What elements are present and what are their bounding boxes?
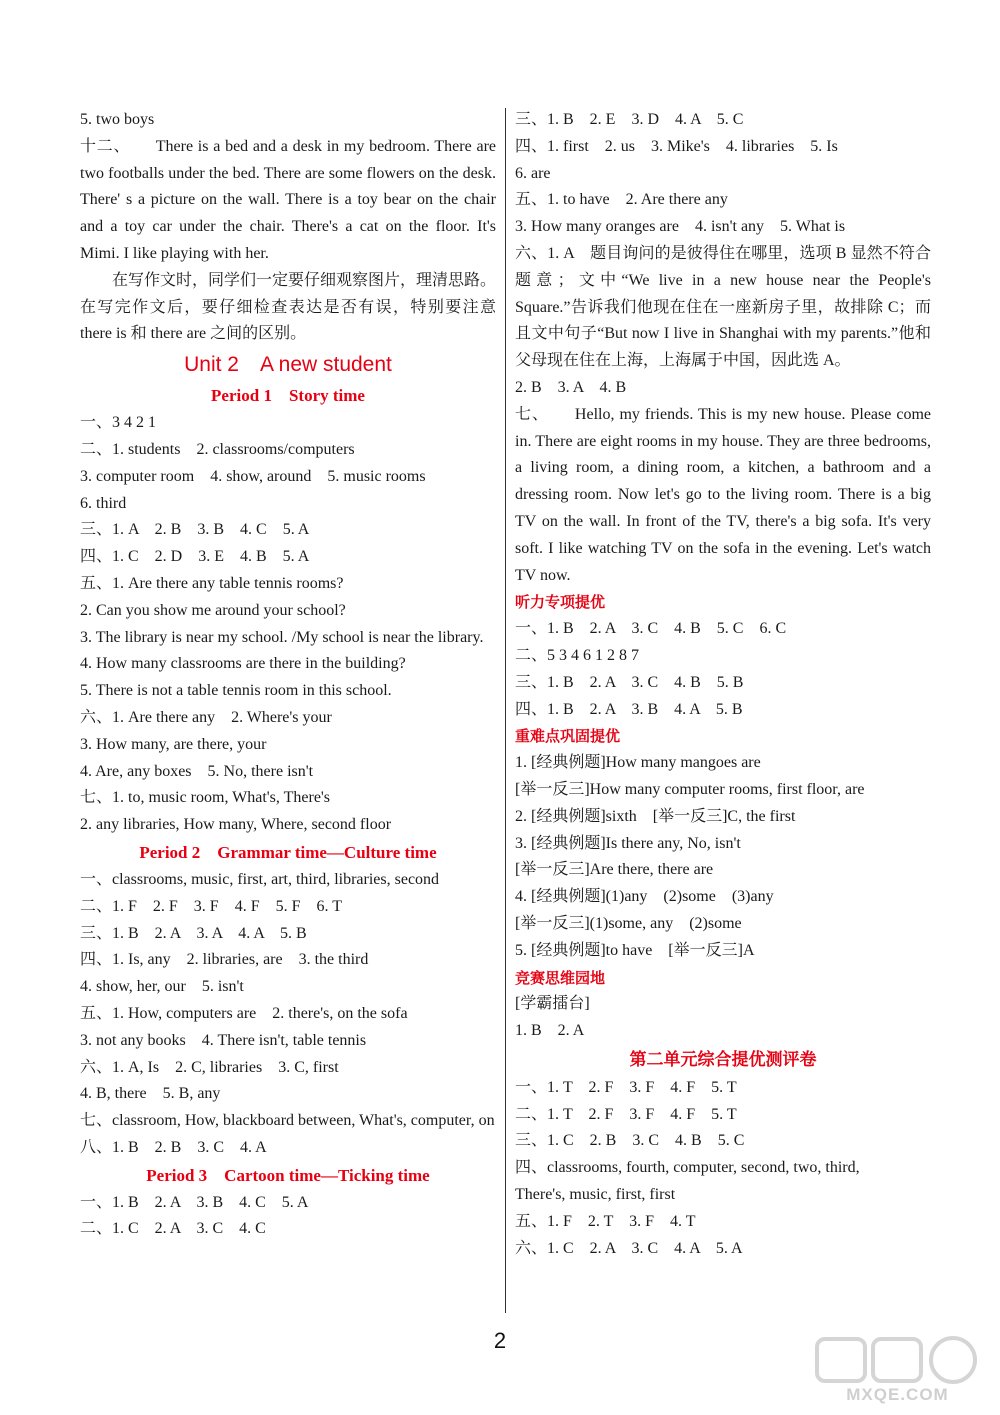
section-heading: 竞赛思维园地 xyxy=(515,968,606,987)
answer-line: 二、1. T 2. F 3. F 4. F 5. T xyxy=(515,1105,737,1123)
answer-line: 5. [经典例题]to have [举一反三]A xyxy=(515,941,755,959)
answer-line: 四、1. B 2. A 3. B 4. A 5. B xyxy=(515,700,743,718)
answer-line: 2. B 3. A 4. B xyxy=(515,378,627,396)
answer-line: 八、1. B 2. B 3. C 4. A xyxy=(80,1138,267,1156)
answer-line: 2. [经典例题]sixth [举一反三]C, the first xyxy=(515,807,796,825)
answer-line: 一、3 4 2 1 xyxy=(80,414,157,432)
left-column xyxy=(80,107,496,1243)
answer-line: 6. third xyxy=(80,494,127,512)
answer-line: 七、1. to, music room, What's, There's xyxy=(80,789,331,807)
answer-line: 四、1. Is, any 2. libraries, are 3. the third xyxy=(80,951,369,969)
answer-line: 3. How many, are there, your xyxy=(80,735,267,753)
answer-line: 1. B 2. A xyxy=(515,1022,585,1040)
answer-line: 二、1. F 2. F 3. F 4. F 5. F 6. T xyxy=(80,897,342,915)
answer-line: 4. show, her, our 5. isn't xyxy=(80,978,244,996)
right-column xyxy=(515,107,931,1262)
answer-line: 3. not any books 4. There isn't, table tennis xyxy=(80,1031,367,1049)
answer-line: 四、1. C 2. D 3. E 4. B 5. A xyxy=(80,548,310,566)
watermark-logo xyxy=(815,1335,980,1405)
answer-paragraph: 3. The library is near my school. /My school is near the library. xyxy=(80,628,484,646)
answer-line: 3. How many oranges are 4. isn't any 5. What is xyxy=(515,218,846,236)
answer-line: 三、1. B 2. E 3. D 4. A 5. C xyxy=(515,111,744,128)
answer-line: 一、1. B 2. A 3. C 4. B 5. C 6. C xyxy=(515,620,787,638)
answer-line: 三、1. A 2. B 3. B 4. C 5. A xyxy=(80,521,310,539)
section-heading: 听力专项提优 xyxy=(515,593,606,612)
answer-line: 5. There is not a table tennis room in this school. xyxy=(80,682,392,700)
watermark-text: MXQE.COM xyxy=(846,1385,949,1404)
section-heading: 重难点巩固提优 xyxy=(515,727,621,746)
answer-line: [举一反三]Are there, there are xyxy=(515,861,714,879)
answer-line: 二、1. C 2. A 3. C 4. C xyxy=(80,1220,266,1238)
answer-line: 3. [经典例题]Is there any, No, isn't xyxy=(515,834,741,852)
answer-line: 六、1. C 2. A 3. C 4. A 5. A xyxy=(515,1239,743,1257)
answer-line: 4. [经典例题](1)any (2)some (3)any xyxy=(515,888,774,906)
answer-line: 三、1. C 2. B 3. C 4. B 5. C xyxy=(515,1132,745,1150)
answer-line: 五、1. How, computers are 2. there's, on the sofa xyxy=(80,1004,408,1022)
answer-line: 六、1. A, Is 2. C, libraries 3. C, first xyxy=(80,1058,339,1076)
answer-line: 6. are xyxy=(515,164,551,182)
answer-paragraph: 七、classroom, How, blackboard between, What's, computer, on xyxy=(80,1112,495,1130)
answer-line: There's, music, first, first xyxy=(515,1186,676,1204)
answer-line: 五、1. Are there any table tennis rooms? xyxy=(80,574,344,592)
page-number: 2 xyxy=(493,1328,507,1353)
answer-line: [学霸擂台] xyxy=(515,995,590,1013)
test-title: 第二单元综合提优测评卷 xyxy=(629,1049,817,1070)
period-heading: Period 1 Story time xyxy=(211,386,365,406)
answer-line: 1. [经典例题]How many mangoes are xyxy=(515,754,761,772)
answer-line: 三、1. B 2. A 3. A 4. A 5. B xyxy=(80,924,307,942)
answer-line: 五、1. to have 2. Are there any xyxy=(515,191,728,209)
period-heading: Period 2 Grammar time—Culture time xyxy=(139,842,437,862)
answer-paragraph: 十二、 There is a bed and a desk in my bedroom. There are two footballs under the bed. There are some flowers on the desk. There' s a picture on the wall. There is a toy bear on the chair and a toy car under the chair. There's a cat on the floor. It's Mimi. I like playing with her. xyxy=(80,137,496,262)
answer-line: 二、5 3 4 6 1 2 8 7 xyxy=(515,646,640,664)
answer-line: 五、1. F 2. T 3. F 4. T xyxy=(515,1212,696,1230)
answer-line: [举一反三](1)some, any (2)some xyxy=(515,914,742,932)
answer-line: 3. computer room 4. show, around 5. music rooms xyxy=(80,467,426,485)
answer-line: 一、1. T 2. F 3. F 4. F 5. T xyxy=(515,1078,737,1096)
answer-line: 5. two boys xyxy=(80,111,155,128)
answer-line: 4. How many classrooms are there in the building? xyxy=(80,655,406,673)
answer-line: 4. Are, any boxes 5. No, there isn't xyxy=(80,762,314,780)
unit-title: Unit 2 A new student xyxy=(184,353,392,377)
answer-line: 一、classrooms, music, first, art, third, libraries, second xyxy=(80,870,440,888)
period-heading: Period 3 Cartoon time—Ticking time xyxy=(146,1165,430,1185)
answer-line: 一、1. B 2. A 3. B 4. C 5. A xyxy=(80,1193,309,1211)
answer-line: 2. Can you show me around your school? xyxy=(80,601,346,619)
watermark-logo-icon xyxy=(815,1335,980,1385)
answer-line: [举一反三]How many computer rooms, first floor, are xyxy=(515,780,865,798)
answer-paragraph: 六、1. A 题目询问的是彼得住在哪里，选项 B 显然不符合题意；文中“We live in a new house near the People's Square.”告诉我们他现在住在一座新房子里，故排除 C；而且文中句子“But now I live in Shanghai with my parents.”他和父母现在住在上海，上海属于中国，因此选 A。 xyxy=(515,244,931,370)
column-divider xyxy=(505,108,506,1313)
answer-paragraph: 在写作文时，同学们一定要仔细观察图片，理清思路。在写完作文后，要仔细检查表达是否有误，特别要注意 there is 和 there are 之间的区别。 xyxy=(80,271,497,343)
answer-line: 四、1. first 2. us 3. Mike's 4. libraries 5. Is xyxy=(515,137,838,155)
answer-line: 2. any libraries, How many, Where, second floor xyxy=(80,816,392,834)
answer-line: 四、classrooms, fourth, computer, second, two, third, xyxy=(515,1159,860,1177)
answer-line: 二、1. students 2. classrooms/computers xyxy=(80,440,355,458)
answer-line: 4. B, there 5. B, any xyxy=(80,1085,221,1103)
answer-paragraph: 七、 Hello, my friends. This is my new house. Please come in. There are eight rooms in my house. They are three bedrooms, a living room, a dining room, a kitchen, a bathroom and a dressing room. Now let's go to the living room. There is a big TV on the wall. In front of the TV, there's a big sofa. It's very soft. I like watching TV on the sofa in the evening. Let's watch TV now. xyxy=(515,405,931,584)
answer-line: 六、1. Are there any 2. Where's your xyxy=(80,708,332,726)
answer-line: 三、1. B 2. A 3. C 4. B 5. B xyxy=(515,673,744,691)
